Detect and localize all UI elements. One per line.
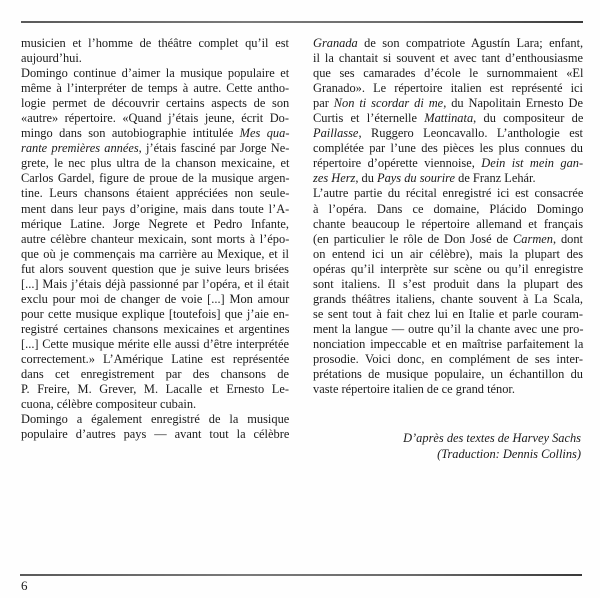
body-text: populaire d’autres pays — avant tout la célèbre xyxy=(21,427,290,442)
text-line xyxy=(21,141,289,156)
italic-title-text: Carmen xyxy=(513,231,553,246)
credits-block xyxy=(313,431,581,462)
body-text: ment la langue — outre qu’il la chante avec une pro- xyxy=(313,321,584,336)
text-line xyxy=(21,156,289,171)
top-rule xyxy=(21,21,583,23)
text-line xyxy=(313,186,583,201)
body-text: Carlos Gardel, figure de proue de la musique argen- xyxy=(21,171,290,186)
body-text: [...] Mais j’étais déjà passionné par l’opéra, et il était xyxy=(21,276,290,291)
body-text: chante beaucoup le répertoire allemand et français xyxy=(313,216,584,231)
text-line xyxy=(313,247,583,262)
body-text: Granado». Le répertoire italien est représenté ici xyxy=(313,81,583,96)
text-line xyxy=(21,397,289,412)
body-text: à l’opéra. Dans ce domaine, Plácido Domingo xyxy=(313,201,584,216)
left-text-column xyxy=(21,36,289,442)
body-text: grands théâtres italiens, chante souvent à La Scala, xyxy=(313,291,583,306)
text-line xyxy=(21,307,289,322)
text-line xyxy=(313,292,583,307)
italic-title-text: Granada xyxy=(313,36,358,50)
text-line xyxy=(21,171,289,186)
text-line xyxy=(21,412,289,427)
italic-title-text: rante premières années xyxy=(21,141,139,156)
text-line xyxy=(313,51,583,66)
body-text: prosodie. Voici donc, en complément de ses inter- xyxy=(313,351,583,366)
text-line xyxy=(21,427,289,442)
body-text: Curtis et l’éternelle xyxy=(313,111,425,126)
text-line xyxy=(21,262,289,277)
body-text: vaste répertoire italien de ce grand ténor. xyxy=(313,382,515,397)
text-line xyxy=(21,322,289,337)
body-text: Domingo continue d’aimer la musique populaire et xyxy=(21,66,290,81)
text-line xyxy=(313,81,583,96)
body-text: on entend ici un air célèbre), mais la plupart des xyxy=(313,246,584,261)
text-line xyxy=(313,156,583,171)
text-line xyxy=(313,352,583,367)
body-text: grete, le nec plus ultra de la chanson mexicaine, et xyxy=(21,156,290,171)
text-line xyxy=(21,382,289,397)
italic-title-text: Mes qua- xyxy=(239,126,290,141)
body-text: L’autre partie du récital enregistré ici est consacrée xyxy=(313,186,584,201)
body-text: que ses camarades d’école le surnommaient «El xyxy=(313,66,584,81)
body-text: «autre» répertoire. «Quand j’étais jeune, écrit Do- xyxy=(21,111,289,126)
text-line xyxy=(21,111,289,126)
body-text: musicien et l’homme de théâtre complet qu’il est xyxy=(21,36,289,50)
text-line xyxy=(21,352,289,367)
page-number: 6 xyxy=(21,578,28,593)
body-text: prétations de musique populaire, un échantillon du xyxy=(313,367,583,382)
body-text: de son compatriote Agustín Lara; enfant, xyxy=(357,36,584,50)
text-line xyxy=(21,186,289,201)
body-text: , du compositeur de xyxy=(473,111,584,126)
right-text-column xyxy=(313,36,583,397)
italic-title-text: Mattinata xyxy=(424,111,474,126)
body-text: autre célèbre chanteur mexicain, sont morts à l’épo- xyxy=(21,231,290,246)
text-line xyxy=(313,202,583,217)
body-text: que où je commençais ma carrière au Mexique, et il xyxy=(21,246,289,261)
text-line xyxy=(313,277,583,292)
body-text: , dont xyxy=(552,231,583,246)
italic-title-text: Non ti scordar di me xyxy=(333,96,444,111)
body-text: ment dans leur pays d’origine, mais dans toute l’A- xyxy=(21,201,290,216)
body-text: répertoire d’opérette viennoise, xyxy=(313,156,482,171)
text-line xyxy=(313,232,583,247)
body-text: tine. Leurs chansons étaient appréciées non seule- xyxy=(21,186,290,201)
body-text: complétée par l’une des pièces les plus connues du xyxy=(313,141,583,156)
text-line xyxy=(313,126,583,141)
text-line xyxy=(313,171,583,186)
text-line xyxy=(21,217,289,232)
text-line xyxy=(21,292,289,307)
text-line xyxy=(21,277,289,292)
body-text: P. Freire, M. Grever, M. Lacalle et Ernesto Le- xyxy=(21,382,289,397)
body-text: fut alors souvent question que je suive leurs brisées xyxy=(21,261,289,276)
body-text: , du Napolitain Ernesto De xyxy=(443,96,583,111)
text-line xyxy=(313,367,583,382)
italic-title-text: Pays du sourire xyxy=(377,171,456,186)
body-text: logie permet de découvrir certains aspects de son xyxy=(21,96,290,111)
credits-author: D’après des textes de Harvey Sachs xyxy=(403,431,581,445)
body-text: , j’étais fasciné par Jorge Ne- xyxy=(138,141,290,156)
text-line xyxy=(21,337,289,352)
body-text: mingo dans son autobiographie intitulée xyxy=(21,126,240,141)
body-text: cuona, célèbre compositeur cubain. xyxy=(21,397,197,412)
text-line xyxy=(313,141,583,156)
body-text: nonciation impeccable et en maîtrise parfaitement la xyxy=(313,336,584,351)
text-line xyxy=(21,202,289,217)
text-line xyxy=(21,51,289,66)
italic-title-text: Dein ist mein gan- xyxy=(481,156,584,171)
body-text: [...] Cette musique mérite elle aussi d’être interprétée xyxy=(21,336,289,351)
body-text: mérique Latine. Jorge Negrete et Pedro Infante, xyxy=(21,216,289,231)
body-text: sont italiens. Il s’est produit dans la plupart des xyxy=(313,276,583,291)
body-text: il la chantait si souvent et avec tant d’enthousiasme xyxy=(313,51,583,66)
body-text: de Franz Lehár. xyxy=(455,171,536,186)
text-line xyxy=(313,66,583,81)
text-line xyxy=(313,322,583,337)
text-line xyxy=(21,81,289,96)
text-line xyxy=(21,247,289,262)
credits-translator: (Traduction: Dennis Collins) xyxy=(437,446,581,461)
italic-title-text: Paillasse xyxy=(313,126,359,141)
body-text: , du xyxy=(355,171,378,186)
text-line xyxy=(313,217,583,232)
body-text: par xyxy=(313,96,334,111)
text-line xyxy=(313,382,583,397)
bottom-rule xyxy=(20,574,582,576)
text-line xyxy=(21,36,289,51)
italic-title-text: zes Herz xyxy=(313,171,356,186)
body-text: correctement.» L’Amérique Latine est représentée xyxy=(21,351,290,366)
text-line xyxy=(313,307,583,322)
body-text: (en particulier le rôle de Don José de xyxy=(313,231,514,246)
text-line xyxy=(21,367,289,382)
text-line xyxy=(21,66,289,81)
text-line xyxy=(313,337,583,352)
body-text: Domingo a également enregistré de la musique xyxy=(21,412,290,427)
body-text: pour cette musique explique [toutefois] que j’aie en- xyxy=(21,306,289,321)
text-line xyxy=(313,262,583,277)
body-text: opéras qu’il interprète sur scène ou qu’il enregistre xyxy=(313,261,584,276)
body-text: dans cet enregistrement par des chansons de xyxy=(21,367,289,382)
text-line xyxy=(21,96,289,111)
body-text: exclu pour moi de changer de voie [...] Mon amour xyxy=(21,291,290,306)
text-line xyxy=(313,36,583,51)
text-line xyxy=(313,111,583,126)
body-text: registré certaines chansons mexicaines et argentines xyxy=(21,321,290,336)
body-text: même à l’interpréter de temps à autre. Cette antho- xyxy=(21,81,290,96)
body-text: aujourd’hui. xyxy=(21,51,82,66)
body-text: se sent tout à fait chez lui en Italie et parle couram- xyxy=(313,306,583,321)
body-text: , Ruggero Leoncavallo. L’anthologie est xyxy=(358,126,583,141)
text-line xyxy=(21,232,289,247)
text-line xyxy=(313,96,583,111)
text-line xyxy=(21,126,289,141)
